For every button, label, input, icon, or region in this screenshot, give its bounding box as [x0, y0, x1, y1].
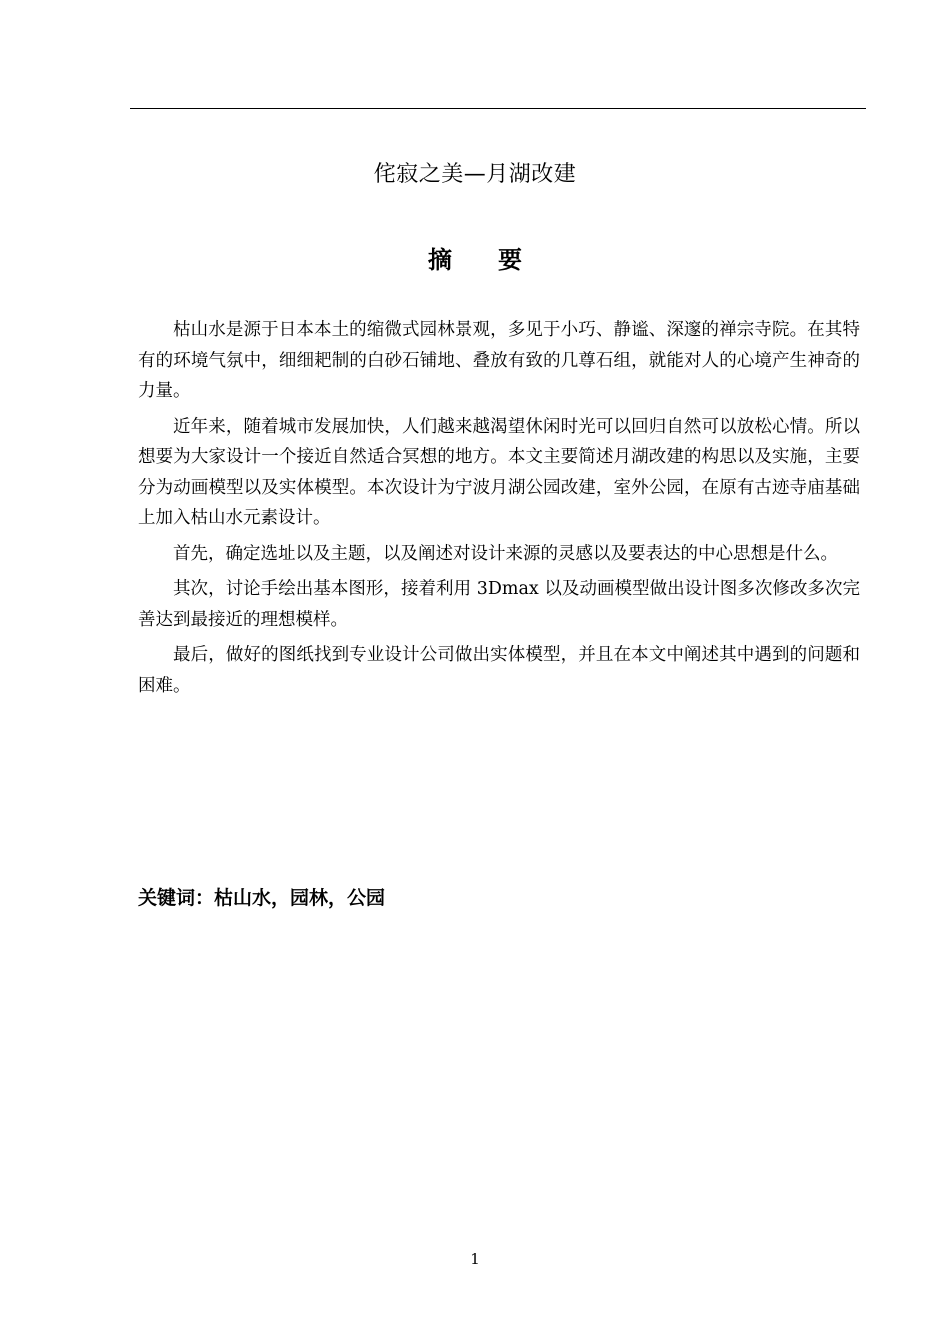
abstract-paragraph: 最后，做好的图纸找到专业设计公司做出实体模型，并且在本文中阐述其中遇到的问题和困难。	[138, 645, 860, 696]
abstract-paragraph: 枯山水是源于日本本土的缩微式园林景观，多见于小巧、静谧、深邃的禅宗寺院。在其特有的环境气氛中，细细耙制的白砂石铺地、叠放有致的几尊石组，就能对人的心境产生神奇的力量。	[138, 320, 860, 401]
page-number: 1	[470, 1250, 480, 1268]
abstract-paragraph: 其次，讨论手绘出基本图形，接着利用 3Dmax 以及动画模型做出设计图多次修改多次完善达到最接近的理想模样。	[138, 579, 860, 630]
abstract-heading	[0, 244, 950, 276]
abstract-heading-part-1: 摘	[428, 246, 452, 274]
abstract-paragraph: 近年来，随着城市发展加快，人们越来越渴望休闲时光可以回归自然可以放松心情。所以想要为大家设计一个接近自然适合冥想的地方。本文主要简述月湖改建的构思以及实施，主要分为动画模型以及实体模型。本次设计为宁波月湖公园改建，室外公园，在原有古迹寺庙基础上加入枯山水元素设计。	[138, 416, 860, 528]
abstract-heading-part-2: 要	[498, 246, 522, 274]
header-rule	[130, 108, 866, 109]
document-title: 侘寂之美—月湖改建	[373, 162, 577, 187]
keywords-line: 关键词：枯山水，园林，公园	[138, 887, 386, 909]
abstract-paragraph: 首先，确定选址以及主题，以及阐述对设计来源的灵感以及要表达的中心思想是什么。	[173, 543, 838, 564]
abstract-body	[138, 315, 860, 706]
